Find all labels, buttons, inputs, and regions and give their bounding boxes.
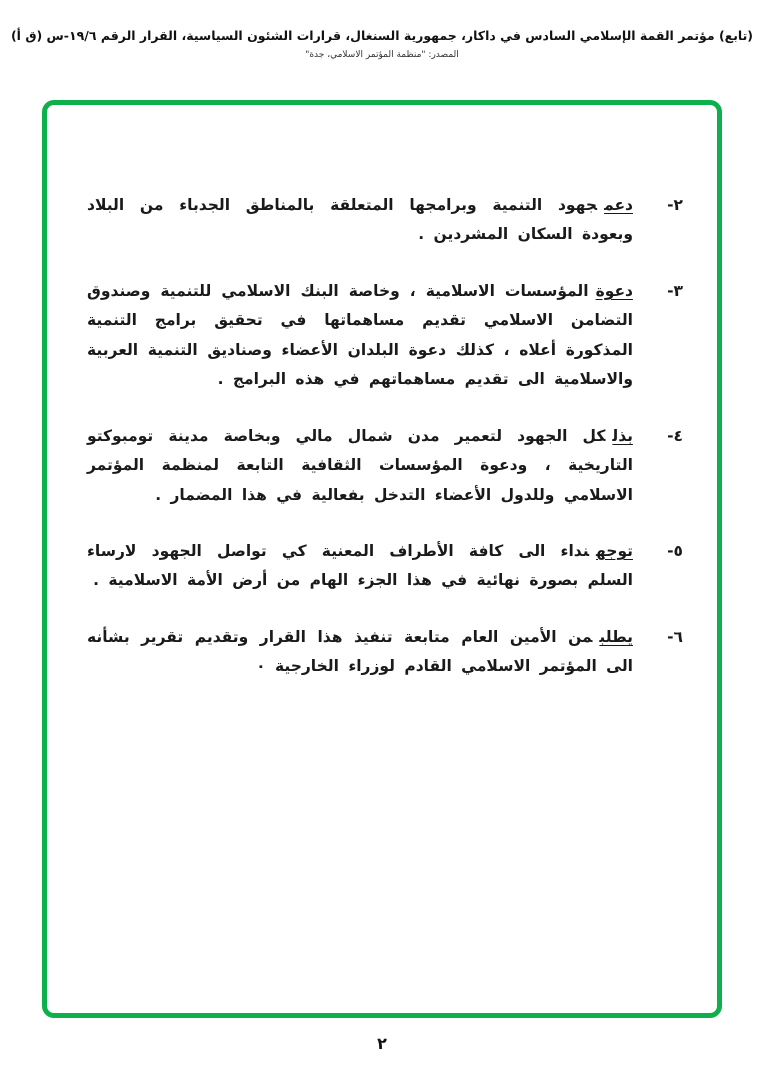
green-border-frame [42, 100, 722, 1018]
resolution-item [87, 422, 683, 510]
page-number: ٢ [377, 1034, 387, 1053]
item-number: ٦- [667, 627, 683, 646]
item-text [87, 277, 633, 395]
item-text [87, 537, 633, 596]
source-line: المصدر: "منظمة المؤتمر الاسلامي، جدة" [305, 50, 459, 60]
resolution-item [87, 191, 683, 250]
item-text [87, 623, 633, 682]
item-text [87, 191, 633, 250]
item-lead-word: يطلب [599, 627, 633, 646]
item-body-text: كل الجهود لتعمير مدن شمال مالي وبخاصة مدينة تومبوكتو التاريخية ، ودعوة المؤسسات الثقافية التابعة لمنظمة المؤتمر الاسلامي وللدول الأعضاء التدخل بفعالية في هذا المضمار . [87, 426, 633, 504]
resolution-item [87, 623, 683, 682]
item-body-text: جهود التنمية وبرامجها المتعلقة بالمناطق الجدباء من البلاد وبعودة السكان المشردين . [87, 196, 633, 244]
item-text [87, 422, 633, 510]
item-number: ٤- [667, 426, 683, 445]
item-lead-word: بذل [612, 426, 633, 445]
item-body-text: من الأمين العام متابعة تنفيذ هذا القرار وتقديم تقرير بشأنه الى المؤتمر الاسلامي القادم لوزراء الخارجية ٠ [87, 627, 633, 676]
document-body [87, 191, 683, 682]
item-lead-word: دعوة [595, 281, 633, 300]
item-body-text: المؤسسات الاسلامية ، وخاصة البنك الاسلامي للتنمية وصندوق التضامن الاسلامي تقديم مساهماتها في تحقيق برامج التنمية المذكورة أعلاه ، كذلك دعوة البلدان الأعضاء وصناديق التنمية العربية والاسلامية الى تقديم مساهماتهم في هذه البرامج . [87, 281, 633, 389]
resolution-item [87, 537, 683, 596]
item-body-text: نداء الى كافة الأطراف المعنية كي تواصل الجهود لارساء السلم بصورة نهائية في هذا الجزء الهام من أرض الأمة الاسلامية . [87, 541, 633, 590]
item-number: ٥- [667, 541, 683, 560]
resolution-items [87, 191, 683, 682]
item-lead-word: توجه [596, 541, 633, 560]
item-number: ٢- [667, 196, 683, 214]
resolution-item [87, 277, 683, 395]
document-title: (تابع) مؤتمر القمة الإسلامي السادس في داكار، جمهورية السنغال، قرارات الشئون السياسية، القرار الرقم ١٩/٦-س (ق أ) [10, 28, 754, 43]
item-number: ٣- [667, 281, 683, 300]
item-lead-word: دعم [604, 196, 633, 214]
page-header [0, 28, 764, 60]
